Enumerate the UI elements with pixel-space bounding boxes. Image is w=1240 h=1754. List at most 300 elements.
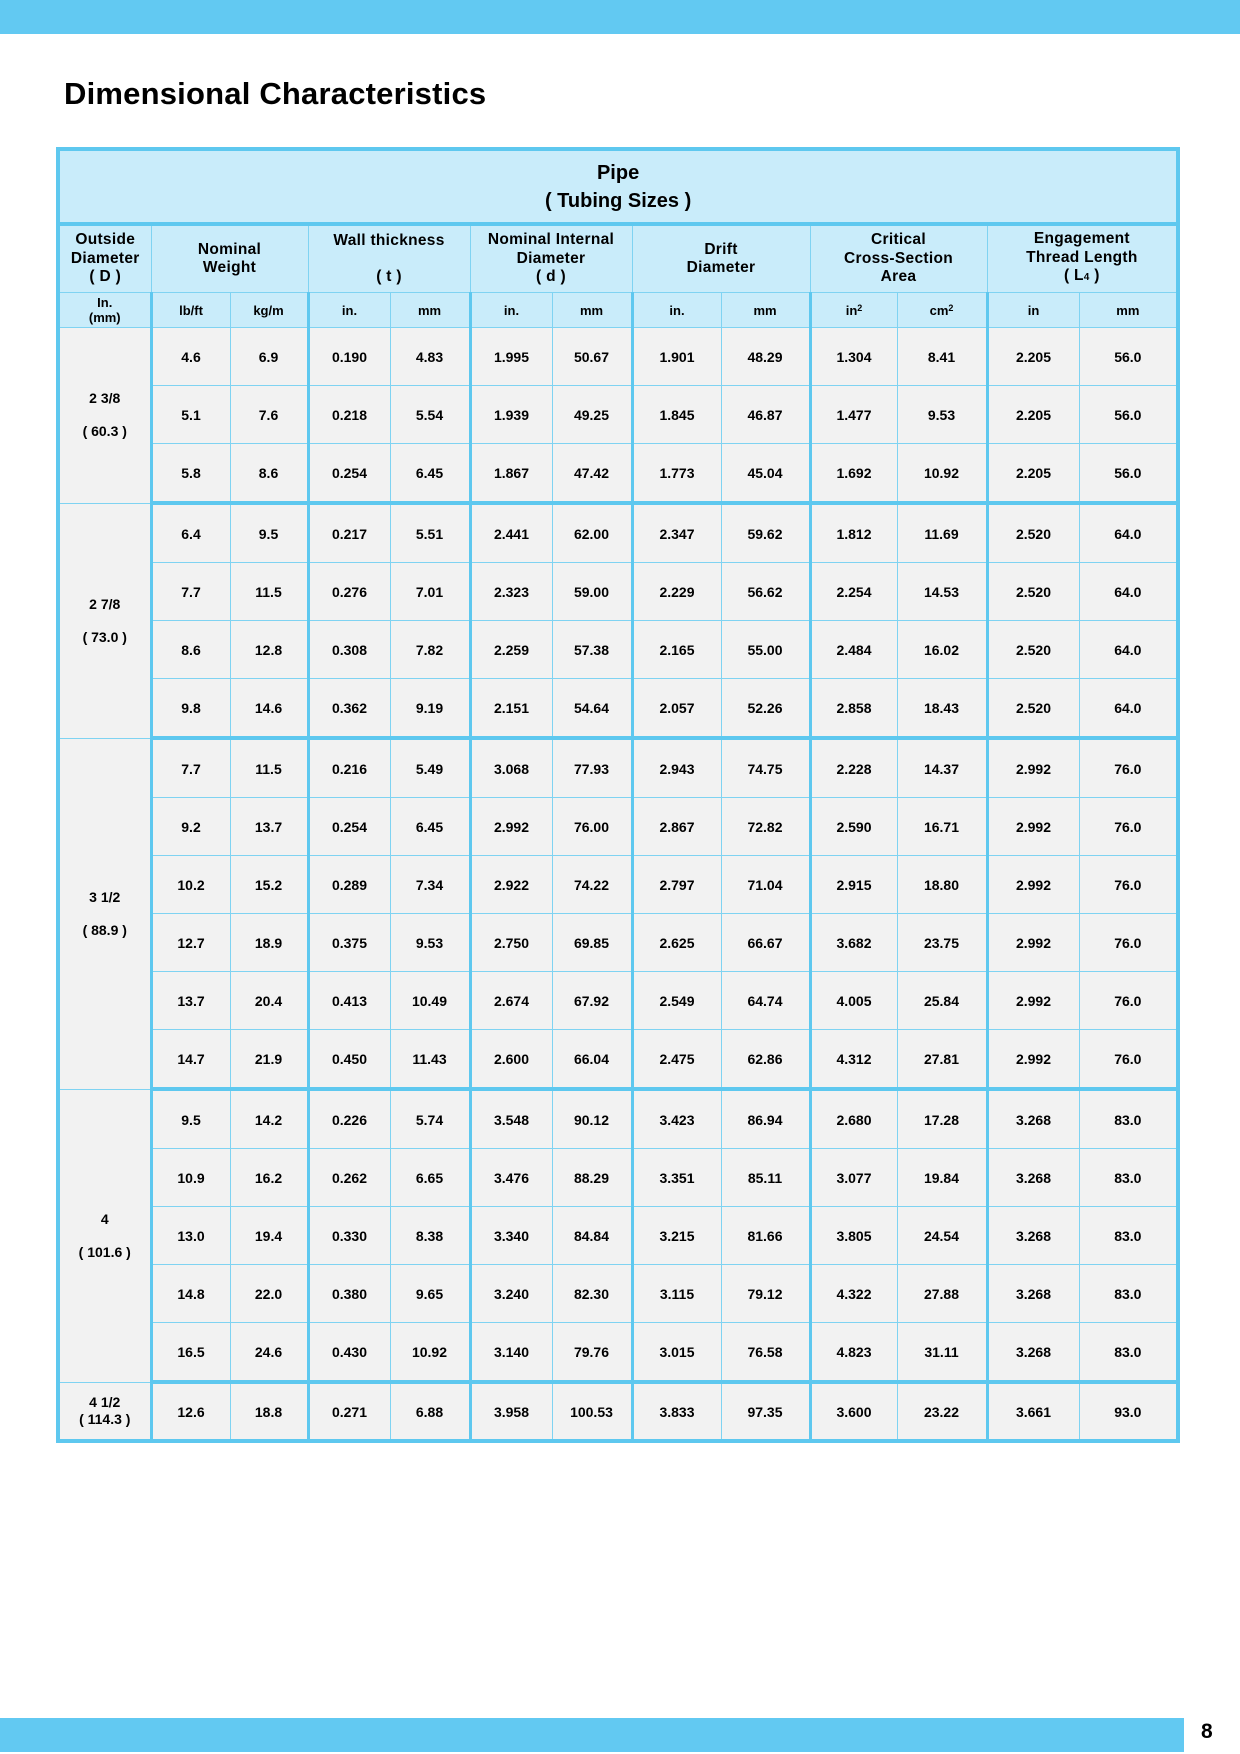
cell-area-in2: 2.228 [810, 738, 897, 798]
cell-wall-in: 0.362 [308, 679, 390, 739]
cell-thread-in: 3.268 [987, 1149, 1079, 1207]
table-row [58, 1207, 1178, 1265]
cell-drift-mm: 59.62 [721, 503, 810, 563]
unit-wall-mm: mm [390, 293, 470, 328]
cell-id-in: 3.476 [470, 1149, 552, 1207]
table-row [58, 328, 1178, 386]
cell-drift-mm: 72.82 [721, 798, 810, 856]
unit-id-in: in. [470, 293, 552, 328]
cell-wall-mm: 6.45 [390, 798, 470, 856]
table-title [58, 149, 1178, 224]
cell-drift-in: 2.165 [632, 621, 721, 679]
cell-weight-kg-m: 11.5 [230, 563, 308, 621]
cell-weight-kg-m: 11.5 [230, 738, 308, 798]
cell-id-mm: 77.93 [552, 738, 632, 798]
header-text: Diameter [70, 249, 140, 267]
cell-id-in: 1.867 [470, 444, 552, 504]
od-inches: 2 7/8 [89, 595, 121, 612]
cell-thread-in: 2.992 [987, 738, 1079, 798]
cell-wall-mm: 9.65 [390, 1265, 470, 1323]
cell-wall-mm: 5.74 [390, 1089, 470, 1149]
cell-weight-lb-ft: 5.1 [151, 386, 230, 444]
cell-thread-mm: 64.0 [1079, 563, 1178, 621]
cell-id-in: 3.140 [470, 1323, 552, 1383]
header-nominal-weight [151, 224, 308, 293]
cell-weight-lb-ft: 12.6 [151, 1382, 230, 1441]
cell-area-cm2: 18.43 [897, 679, 987, 739]
cell-wall-in: 0.380 [308, 1265, 390, 1323]
cell-weight-lb-ft: 7.7 [151, 738, 230, 798]
cell-thread-in: 2.992 [987, 914, 1079, 972]
cell-id-in: 2.600 [470, 1030, 552, 1090]
cell-area-cm2: 25.84 [897, 972, 987, 1030]
outside-diameter-cell [58, 1382, 151, 1441]
table-row [58, 1382, 1178, 1441]
cell-weight-kg-m: 6.9 [230, 328, 308, 386]
cell-drift-in: 2.867 [632, 798, 721, 856]
cell-wall-in: 0.216 [308, 738, 390, 798]
cell-thread-in: 3.268 [987, 1089, 1079, 1149]
table-row [58, 386, 1178, 444]
cell-wall-mm: 9.19 [390, 679, 470, 739]
table-row [58, 1089, 1178, 1149]
unit-text: cm [929, 302, 949, 318]
top-accent-bar [0, 0, 1240, 34]
table-row [58, 679, 1178, 739]
cell-wall-in: 0.262 [308, 1149, 390, 1207]
cell-wall-in: 0.254 [308, 798, 390, 856]
cell-area-in2: 2.484 [810, 621, 897, 679]
header-engagement-thread-length [987, 224, 1178, 293]
cell-weight-kg-m: 18.9 [230, 914, 308, 972]
cell-drift-in: 1.773 [632, 444, 721, 504]
table-body [58, 328, 1178, 1442]
cell-thread-mm: 76.0 [1079, 798, 1178, 856]
header-text: Outside [75, 231, 136, 249]
unit-drift-mm: mm [721, 293, 810, 328]
cell-area-cm2: 16.02 [897, 621, 987, 679]
cell-weight-lb-ft: 16.5 [151, 1323, 230, 1383]
cell-area-in2: 2.680 [810, 1089, 897, 1149]
header-text: ( t ) [376, 268, 402, 285]
cell-id-in: 2.259 [470, 621, 552, 679]
cell-id-in: 2.750 [470, 914, 552, 972]
cell-drift-in: 2.625 [632, 914, 721, 972]
cell-drift-mm: 76.58 [721, 1323, 810, 1383]
cell-drift-mm: 45.04 [721, 444, 810, 504]
cell-id-mm: 47.42 [552, 444, 632, 504]
cell-thread-mm: 56.0 [1079, 328, 1178, 386]
cell-wall-mm: 9.53 [390, 914, 470, 972]
cell-area-in2: 3.077 [810, 1149, 897, 1207]
table-title-line1: Pipe [596, 161, 640, 184]
cell-thread-mm: 83.0 [1079, 1323, 1178, 1383]
cell-weight-lb-ft: 7.7 [151, 563, 230, 621]
cell-thread-mm: 76.0 [1079, 856, 1178, 914]
cell-weight-kg-m: 19.4 [230, 1207, 308, 1265]
table-row [58, 503, 1178, 563]
cell-weight-kg-m: 7.6 [230, 386, 308, 444]
unit-id-mm: mm [552, 293, 632, 328]
cell-id-mm: 62.00 [552, 503, 632, 563]
cell-wall-mm: 5.54 [390, 386, 470, 444]
header-nominal-internal-diameter [470, 224, 632, 293]
cell-weight-lb-ft: 6.4 [151, 503, 230, 563]
outside-diameter-cell [58, 738, 151, 1089]
header-text-part: ( L [1063, 267, 1084, 285]
header-text-part: ) [1089, 267, 1100, 285]
table-row [58, 798, 1178, 856]
dimensional-characteristics-table [56, 147, 1180, 1443]
cell-id-in: 2.992 [470, 798, 552, 856]
od-mm: ( 101.6 ) [78, 1243, 131, 1260]
header-wall-thickness [308, 224, 470, 293]
unit-thread-in: in [987, 293, 1079, 328]
cell-id-in: 3.068 [470, 738, 552, 798]
header-text: Nominal Internal [487, 231, 615, 249]
cell-drift-in: 2.549 [632, 972, 721, 1030]
cell-drift-in: 2.229 [632, 563, 721, 621]
table-row [58, 1030, 1178, 1090]
cell-weight-lb-ft: 10.2 [151, 856, 230, 914]
unit-text: In. [97, 295, 113, 310]
header-text: ( D ) [89, 268, 122, 286]
cell-weight-kg-m: 18.8 [230, 1382, 308, 1441]
cell-drift-in: 1.901 [632, 328, 721, 386]
cell-area-cm2: 18.80 [897, 856, 987, 914]
cell-wall-mm: 10.49 [390, 972, 470, 1030]
cell-drift-mm: 46.87 [721, 386, 810, 444]
cell-wall-in: 0.271 [308, 1382, 390, 1441]
cell-area-cm2: 23.22 [897, 1382, 987, 1441]
header-text: ( d ) [536, 268, 566, 286]
cell-id-mm: 84.84 [552, 1207, 632, 1265]
cell-id-mm: 54.64 [552, 679, 632, 739]
cell-drift-mm: 85.11 [721, 1149, 810, 1207]
cell-thread-in: 3.268 [987, 1265, 1079, 1323]
cell-id-mm: 76.00 [552, 798, 632, 856]
cell-area-cm2: 16.71 [897, 798, 987, 856]
cell-area-cm2: 11.69 [897, 503, 987, 563]
cell-wall-mm: 7.01 [390, 563, 470, 621]
cell-wall-in: 0.226 [308, 1089, 390, 1149]
cell-weight-lb-ft: 14.7 [151, 1030, 230, 1090]
table-row [58, 1265, 1178, 1323]
cell-drift-in: 3.015 [632, 1323, 721, 1383]
cell-id-mm: 69.85 [552, 914, 632, 972]
cell-drift-in: 3.115 [632, 1265, 721, 1323]
page-title: Dimensional Characteristics [64, 76, 487, 111]
cell-wall-mm: 6.88 [390, 1382, 470, 1441]
outside-diameter-cell [58, 328, 151, 504]
cell-thread-in: 2.992 [987, 1030, 1079, 1090]
cell-wall-in: 0.450 [308, 1030, 390, 1090]
superscript: 2 [948, 302, 954, 313]
cell-id-in: 2.674 [470, 972, 552, 1030]
cell-weight-kg-m: 13.7 [230, 798, 308, 856]
header-text: Diameter [686, 259, 756, 276]
cell-wall-in: 0.375 [308, 914, 390, 972]
header-critical-cross-section-area [810, 224, 987, 293]
cell-drift-in: 3.351 [632, 1149, 721, 1207]
cell-weight-lb-ft: 9.8 [151, 679, 230, 739]
cell-thread-in: 2.205 [987, 386, 1079, 444]
cell-drift-mm: 56.62 [721, 563, 810, 621]
cell-drift-in: 3.215 [632, 1207, 721, 1265]
unit-wall-in: in. [308, 293, 390, 328]
cell-area-cm2: 23.75 [897, 914, 987, 972]
cell-id-mm: 90.12 [552, 1089, 632, 1149]
cell-drift-mm: 48.29 [721, 328, 810, 386]
cell-drift-in: 2.347 [632, 503, 721, 563]
cell-weight-kg-m: 21.9 [230, 1030, 308, 1090]
cell-id-mm: 82.30 [552, 1265, 632, 1323]
cell-area-in2: 1.812 [810, 503, 897, 563]
cell-area-in2: 4.312 [810, 1030, 897, 1090]
cell-area-cm2: 31.11 [897, 1323, 987, 1383]
cell-wall-in: 0.330 [308, 1207, 390, 1265]
header-text: Cross-Section [844, 249, 953, 267]
table-row [58, 856, 1178, 914]
cell-drift-mm: 52.26 [721, 679, 810, 739]
header-text: Nominal [197, 240, 262, 258]
cell-wall-in: 0.276 [308, 563, 390, 621]
od-inches: 2 3/8 [89, 390, 121, 407]
cell-thread-in: 2.205 [987, 328, 1079, 386]
cell-thread-mm: 56.0 [1079, 386, 1178, 444]
cell-thread-mm: 64.0 [1079, 621, 1178, 679]
cell-drift-in: 2.797 [632, 856, 721, 914]
unit-text: in [845, 302, 858, 318]
cell-weight-lb-ft: 8.6 [151, 621, 230, 679]
cell-area-cm2: 24.54 [897, 1207, 987, 1265]
od-inches: 4 1/2 [89, 1393, 121, 1410]
cell-drift-mm: 79.12 [721, 1265, 810, 1323]
cell-area-cm2: 14.53 [897, 563, 987, 621]
cell-thread-in: 2.520 [987, 679, 1079, 739]
cell-id-mm: 50.67 [552, 328, 632, 386]
cell-weight-kg-m: 14.6 [230, 679, 308, 739]
header-text: Critical [871, 231, 926, 249]
table-row [58, 1323, 1178, 1383]
cell-area-cm2: 17.28 [897, 1089, 987, 1149]
unit-area-cm2 [897, 293, 987, 328]
cell-id-in: 2.323 [470, 563, 552, 621]
cell-wall-mm: 5.51 [390, 503, 470, 563]
cell-id-in: 3.340 [470, 1207, 552, 1265]
cell-thread-mm: 83.0 [1079, 1149, 1178, 1207]
cell-area-cm2: 14.37 [897, 738, 987, 798]
cell-weight-lb-ft: 4.6 [151, 328, 230, 386]
table-row [58, 444, 1178, 504]
cell-thread-mm: 64.0 [1079, 679, 1178, 739]
cell-weight-lb-ft: 14.8 [151, 1265, 230, 1323]
cell-area-cm2: 27.88 [897, 1265, 987, 1323]
cell-drift-mm: 62.86 [721, 1030, 810, 1090]
cell-area-cm2: 10.92 [897, 444, 987, 504]
unit-drift-in: in. [632, 293, 721, 328]
cell-area-in2: 1.304 [810, 328, 897, 386]
cell-weight-kg-m: 8.6 [230, 444, 308, 504]
cell-drift-mm: 64.74 [721, 972, 810, 1030]
cell-id-mm: 100.53 [552, 1382, 632, 1441]
cell-wall-in: 0.289 [308, 856, 390, 914]
cell-weight-kg-m: 14.2 [230, 1089, 308, 1149]
cell-area-in2: 2.590 [810, 798, 897, 856]
cell-thread-mm: 76.0 [1079, 738, 1178, 798]
od-mm: ( 114.3 ) [79, 1410, 131, 1427]
cell-id-in: 2.922 [470, 856, 552, 914]
cell-weight-kg-m: 20.4 [230, 972, 308, 1030]
cell-id-in: 2.441 [470, 503, 552, 563]
cell-wall-in: 0.413 [308, 972, 390, 1030]
cell-thread-in: 3.268 [987, 1323, 1079, 1383]
cell-weight-kg-m: 15.2 [230, 856, 308, 914]
od-mm: ( 60.3 ) [82, 423, 127, 440]
cell-id-in: 3.548 [470, 1089, 552, 1149]
table-row [58, 738, 1178, 798]
cell-id-in: 1.995 [470, 328, 552, 386]
cell-thread-mm: 76.0 [1079, 914, 1178, 972]
cell-thread-mm: 83.0 [1079, 1089, 1178, 1149]
header-drift-diameter [632, 224, 810, 293]
cell-drift-mm: 97.35 [721, 1382, 810, 1441]
cell-wall-in: 0.430 [308, 1323, 390, 1383]
cell-id-mm: 67.92 [552, 972, 632, 1030]
cell-wall-in: 0.217 [308, 503, 390, 563]
cell-thread-mm: 93.0 [1079, 1382, 1178, 1441]
unit-area-in2 [810, 293, 897, 328]
cell-wall-in: 0.218 [308, 386, 390, 444]
cell-weight-lb-ft: 13.7 [151, 972, 230, 1030]
unit-weight-lb: lb/ft [151, 293, 230, 328]
cell-thread-in: 2.992 [987, 856, 1079, 914]
cell-thread-mm: 76.0 [1079, 972, 1178, 1030]
cell-id-in: 2.151 [470, 679, 552, 739]
cell-wall-mm: 4.83 [390, 328, 470, 386]
cell-drift-mm: 55.00 [721, 621, 810, 679]
cell-id-mm: 79.76 [552, 1323, 632, 1383]
cell-area-in2: 4.322 [810, 1265, 897, 1323]
cell-wall-mm: 11.43 [390, 1030, 470, 1090]
outside-diameter-cell [58, 1089, 151, 1382]
cell-area-in2: 2.858 [810, 679, 897, 739]
cell-area-in2: 2.254 [810, 563, 897, 621]
cell-drift-in: 2.943 [632, 738, 721, 798]
cell-wall-in: 0.308 [308, 621, 390, 679]
cell-wall-mm: 10.92 [390, 1323, 470, 1383]
cell-thread-mm: 56.0 [1079, 444, 1178, 504]
cell-wall-mm: 7.82 [390, 621, 470, 679]
cell-thread-mm: 83.0 [1079, 1207, 1178, 1265]
cell-area-in2: 2.915 [810, 856, 897, 914]
header-text: Thread Length [1026, 248, 1138, 266]
cell-weight-kg-m: 12.8 [230, 621, 308, 679]
cell-drift-mm: 74.75 [721, 738, 810, 798]
od-inches: 4 [100, 1210, 109, 1227]
cell-area-in2: 1.692 [810, 444, 897, 504]
cell-wall-in: 0.254 [308, 444, 390, 504]
cell-weight-lb-ft: 5.8 [151, 444, 230, 504]
cell-id-in: 3.240 [470, 1265, 552, 1323]
cell-weight-lb-ft: 10.9 [151, 1149, 230, 1207]
header-text: Weight [202, 259, 257, 276]
cell-wall-mm: 7.34 [390, 856, 470, 914]
bottom-accent-bar [0, 1718, 1184, 1752]
cell-id-mm: 66.04 [552, 1030, 632, 1090]
table-row [58, 1149, 1178, 1207]
cell-drift-in: 2.057 [632, 679, 721, 739]
unit-thread-mm: mm [1079, 293, 1178, 328]
header-text: Diameter [516, 249, 586, 267]
cell-thread-mm: 83.0 [1079, 1265, 1178, 1323]
header-outside-diameter [58, 224, 151, 293]
cell-id-mm: 59.00 [552, 563, 632, 621]
unit-od [58, 293, 151, 328]
od-inches: 3 1/2 [89, 888, 121, 905]
table-row [58, 621, 1178, 679]
table-row [58, 563, 1178, 621]
cell-weight-kg-m: 16.2 [230, 1149, 308, 1207]
page-number: 8 [1201, 1720, 1213, 1743]
cell-drift-in: 2.475 [632, 1030, 721, 1090]
unit-weight-kg: kg/m [230, 293, 308, 328]
header-text: Area [880, 268, 917, 286]
cell-thread-in: 2.205 [987, 444, 1079, 504]
table-row [58, 914, 1178, 972]
cell-thread-mm: 76.0 [1079, 1030, 1178, 1090]
cell-drift-mm: 86.94 [721, 1089, 810, 1149]
cell-thread-in: 2.992 [987, 798, 1079, 856]
table-title-line2: ( Tubing Sizes ) [544, 189, 692, 212]
header-text: Drift [704, 240, 738, 258]
cell-area-cm2: 19.84 [897, 1149, 987, 1207]
cell-id-mm: 74.22 [552, 856, 632, 914]
subscript: 4 [1083, 272, 1090, 284]
cell-thread-in: 2.520 [987, 503, 1079, 563]
cell-area-cm2: 9.53 [897, 386, 987, 444]
cell-drift-in: 3.423 [632, 1089, 721, 1149]
cell-thread-in: 2.992 [987, 972, 1079, 1030]
cell-weight-lb-ft: 9.5 [151, 1089, 230, 1149]
cell-id-mm: 88.29 [552, 1149, 632, 1207]
cell-area-in2: 4.823 [810, 1323, 897, 1383]
cell-area-cm2: 8.41 [897, 328, 987, 386]
cell-drift-in: 3.833 [632, 1382, 721, 1441]
cell-wall-mm: 6.45 [390, 444, 470, 504]
od-mm: ( 88.9 ) [82, 921, 127, 938]
cell-drift-mm: 81.66 [721, 1207, 810, 1265]
cell-thread-mm: 64.0 [1079, 503, 1178, 563]
cell-area-cm2: 27.81 [897, 1030, 987, 1090]
cell-thread-in: 2.520 [987, 563, 1079, 621]
cell-thread-in: 3.661 [987, 1382, 1079, 1441]
cell-id-in: 3.958 [470, 1382, 552, 1441]
cell-weight-lb-ft: 12.7 [151, 914, 230, 972]
cell-weight-kg-m: 9.5 [230, 503, 308, 563]
header-text: Engagement [1033, 230, 1130, 248]
cell-wall-mm: 8.38 [390, 1207, 470, 1265]
cell-thread-in: 2.520 [987, 621, 1079, 679]
cell-weight-lb-ft: 9.2 [151, 798, 230, 856]
table-row [58, 972, 1178, 1030]
cell-id-mm: 49.25 [552, 386, 632, 444]
cell-weight-kg-m: 24.6 [230, 1323, 308, 1383]
header-text: Wall thickness [333, 231, 445, 249]
cell-weight-kg-m: 22.0 [230, 1265, 308, 1323]
cell-area-in2: 3.600 [810, 1382, 897, 1441]
cell-wall-in: 0.190 [308, 328, 390, 386]
